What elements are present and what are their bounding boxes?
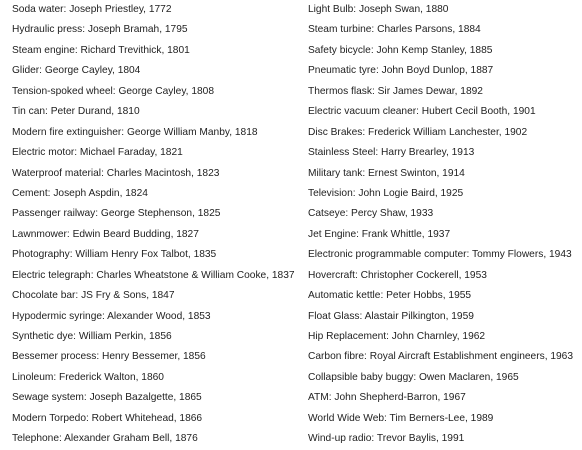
list-item: Pneumatic tyre: John Boyd Dunlop, 1887 [308, 65, 494, 77]
list-item: Electric telegraph: Charles Wheatstone & William Cooke, 1837 [12, 269, 295, 281]
list-item: Glider: George Cayley, 1804 [12, 65, 141, 77]
list-item: Photography: William Henry Fox Talbot, 1835 [12, 249, 217, 261]
list-item: Steam turbine: Charles Parsons, 1884 [308, 24, 481, 36]
list-item: Hovercraft: Christopher Cockerell, 1953 [308, 269, 487, 281]
list-item: Thermos flask: Sir James Dewar, 1892 [308, 85, 483, 97]
list-item: Stainless Steel: Harry Brearley, 1913 [308, 147, 475, 159]
list-item: Carbon fibre: Royal Aircraft Establishment engineers, 1963 [308, 351, 574, 363]
list-item: Electronic programmable computer: Tommy Flowers, 1943 [308, 249, 572, 261]
list-item: World Wide Web: Tim Berners-Lee, 1989 [308, 412, 494, 424]
list-item: Cement: Joseph Aspdin, 1824 [12, 187, 148, 199]
list-item: Light Bulb: Joseph Swan, 1880 [308, 4, 449, 15]
list-item: Soda water: Joseph Priestley, 1772 [12, 4, 172, 15]
list-item: Military tank: Ernest Swinton, 1914 [308, 167, 465, 179]
list-item: Telephone: Alexander Graham Bell, 1876 [12, 433, 198, 445]
list-item: Steam engine: Richard Trevithick, 1801 [12, 44, 190, 56]
list-item: Catseye: Percy Shaw, 1933 [308, 208, 434, 220]
list-item: Safety bicycle: John Kemp Stanley, 1885 [308, 44, 493, 56]
list-item: Hypodermic syringe: Alexander Wood, 1853 [12, 310, 211, 322]
list-item: Tin can: Peter Durand, 1810 [12, 106, 140, 118]
list-item: Synthetic dye: William Perkin, 1856 [12, 331, 172, 342]
list-item: Sewage system: Joseph Bazalgette, 1865 [12, 392, 202, 404]
list-item: Automatic kettle: Peter Hobbs, 1955 [308, 290, 472, 302]
list-item: Modern Torpedo: Robert Whitehead, 1866 [12, 412, 203, 424]
list-item: Hip Replacement: John Charnley, 1962 [308, 331, 486, 342]
inventions-list-right-column [308, 0, 582, 450]
list-item: Waterproof material: Charles Macintosh, 1823 [12, 167, 220, 179]
list-item: Disc Brakes: Frederick William Lanchester, 1902 [308, 126, 528, 138]
list-item: Tension-spoked wheel: George Cayley, 1808 [12, 85, 214, 97]
list-item: Wind-up radio: Trevor Baylis, 1991 [308, 433, 465, 445]
inventions-list-left-column [12, 0, 302, 450]
list-item: Linoleum: Frederick Walton, 1860 [12, 371, 164, 383]
list-item: Television: John Logie Baird, 1925 [308, 187, 464, 199]
list-item: Electric motor: Michael Faraday, 1821 [12, 147, 183, 159]
list-item: Passenger railway: George Stephenson, 1825 [12, 208, 221, 220]
list-item: Bessemer process: Henry Bessemer, 1856 [12, 351, 206, 363]
list-item: Jet Engine: Frank Whittle, 1937 [308, 228, 451, 240]
list-item: Lawnmower: Edwin Beard Budding, 1827 [12, 228, 199, 240]
list-item: Collapsible baby buggy: Owen Maclaren, 1965 [308, 371, 519, 383]
list-item: Chocolate bar: JS Fry & Sons, 1847 [12, 290, 175, 302]
list-item: Modern fire extinguisher: George William Manby, 1818 [12, 126, 258, 138]
list-item: Float Glass: Alastair Pilkington, 1959 [308, 310, 474, 322]
list-item: Electric vacuum cleaner: Hubert Cecil Booth, 1901 [308, 106, 536, 118]
list-item: ATM: John Shepherd-Barron, 1967 [308, 392, 466, 404]
list-item: Hydraulic press: Joseph Bramah, 1795 [12, 24, 188, 36]
